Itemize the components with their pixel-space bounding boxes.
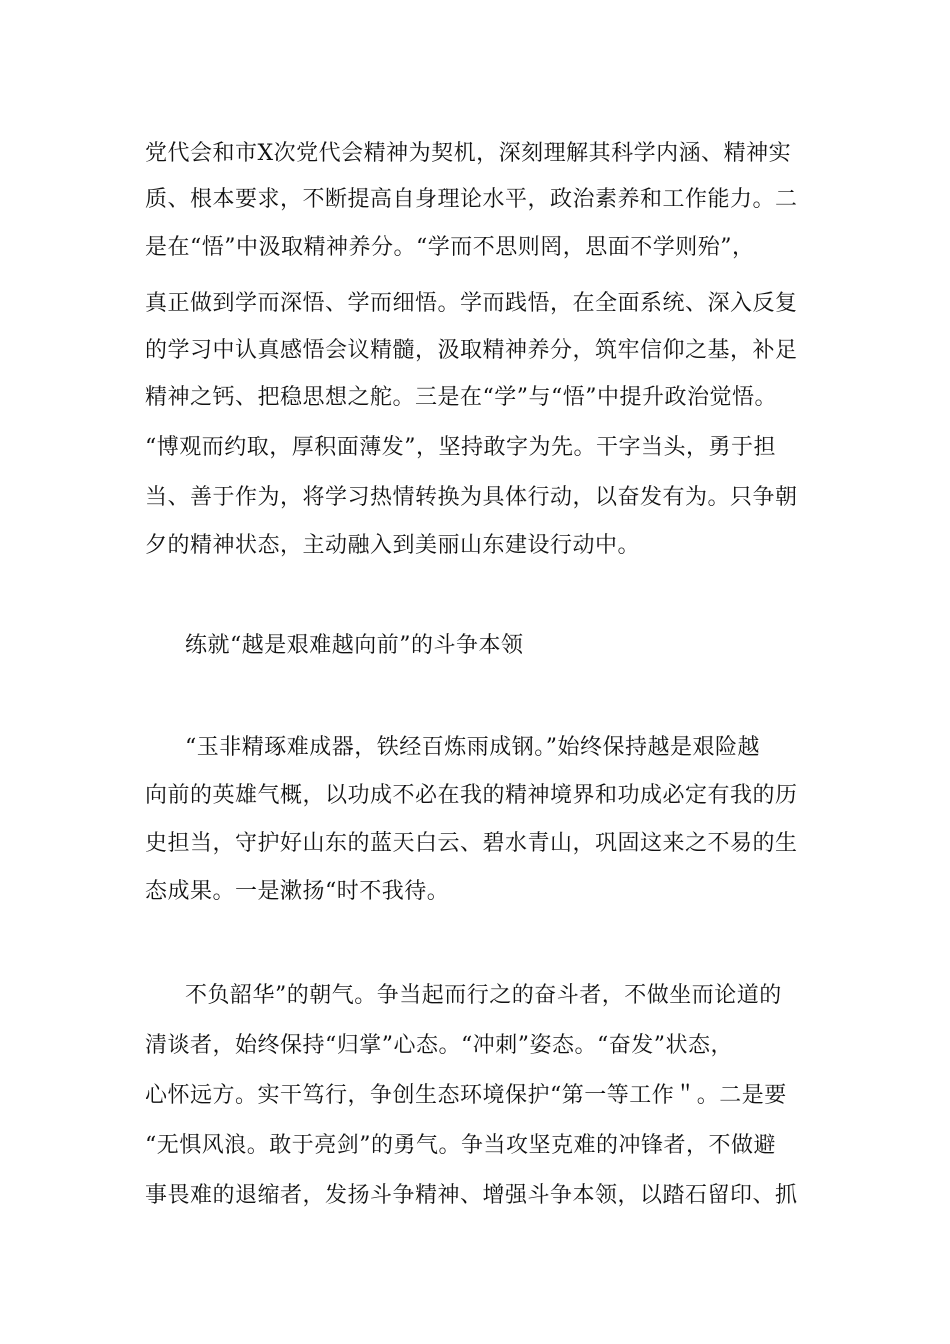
paragraph-2-line: 态成果。一是漱扬“时不我待。 bbox=[145, 879, 450, 904]
paragraph-3-line: 事畏难的退缩者，发扬斗争精神、增强斗争本领，以踏石留印、抓 bbox=[145, 1183, 798, 1208]
paragraph-1-line: 是在“悟”中汲取精神养分。“学而不思则罔，思面不学则殆”， bbox=[145, 235, 755, 260]
paragraph-1-line: 夕的精神状态，主动融入到美丽山东建设行动中。 bbox=[145, 533, 641, 558]
paragraph-2-line: 向前的英雄气概，以功成不必在我的精神境界和功成必定有我的历 bbox=[145, 783, 798, 808]
paragraph-3-line: 不负韶华”的朝气。争当起而行之的奋斗者，不做坐而论道的 bbox=[185, 983, 782, 1008]
paragraph-1-line: 当、善于作为，将学习热情转换为具体行动，以奋发有为。只争朝 bbox=[145, 485, 798, 510]
paragraph-3-line: “无惧风浪。敢于亮剑”的勇气。争当攻坚克难的冲锋者，不做避 bbox=[145, 1133, 776, 1158]
paragraph-1-line: 质、根本要求，不断提高自身理论水平，政治素养和工作能力。二 bbox=[145, 187, 798, 212]
paragraph-1-line: “博观而约取，厚积面薄发”，坚持敢字为先。干字当头，勇于担 bbox=[145, 435, 776, 460]
paragraph-1-line: 精神之钙、把稳思想之舵。三是在“学”与“悟”中提升政治觉悟。 bbox=[145, 385, 777, 410]
paragraph-2-line: “玉非精琢难成器，铁经百炼雨成钢。”始终保持越是艰险越 bbox=[185, 735, 760, 760]
paragraph-3-line: 心怀远方。实干笃行，争创生态环境保护“第一等工作＂。二是要 bbox=[145, 1083, 787, 1108]
paragraph-3-line: 清谈者，始终保持“归掌”心态。“冲刺”姿态。“奋发”状态， bbox=[145, 1033, 733, 1058]
paragraph-2-line: 史担当，守护好山东的蓝天白云、碧水青山，巩固这来之不易的生 bbox=[145, 831, 798, 856]
paragraph-1-line: 党代会和市X次党代会精神为契机，深刻理解其科学内涵、精神实 bbox=[145, 141, 792, 166]
paragraph-1-line: 真正做到学而深悟、学而细悟。学而践悟，在全面系统、深入反复 bbox=[145, 291, 798, 316]
paragraph-1-line: 的学习中认真感悟会议精髓，汲取精神养分，筑牢信仰之基，补足 bbox=[145, 338, 798, 363]
section-heading: 练就“越是艰难越向前”的斗争本领 bbox=[185, 633, 524, 658]
